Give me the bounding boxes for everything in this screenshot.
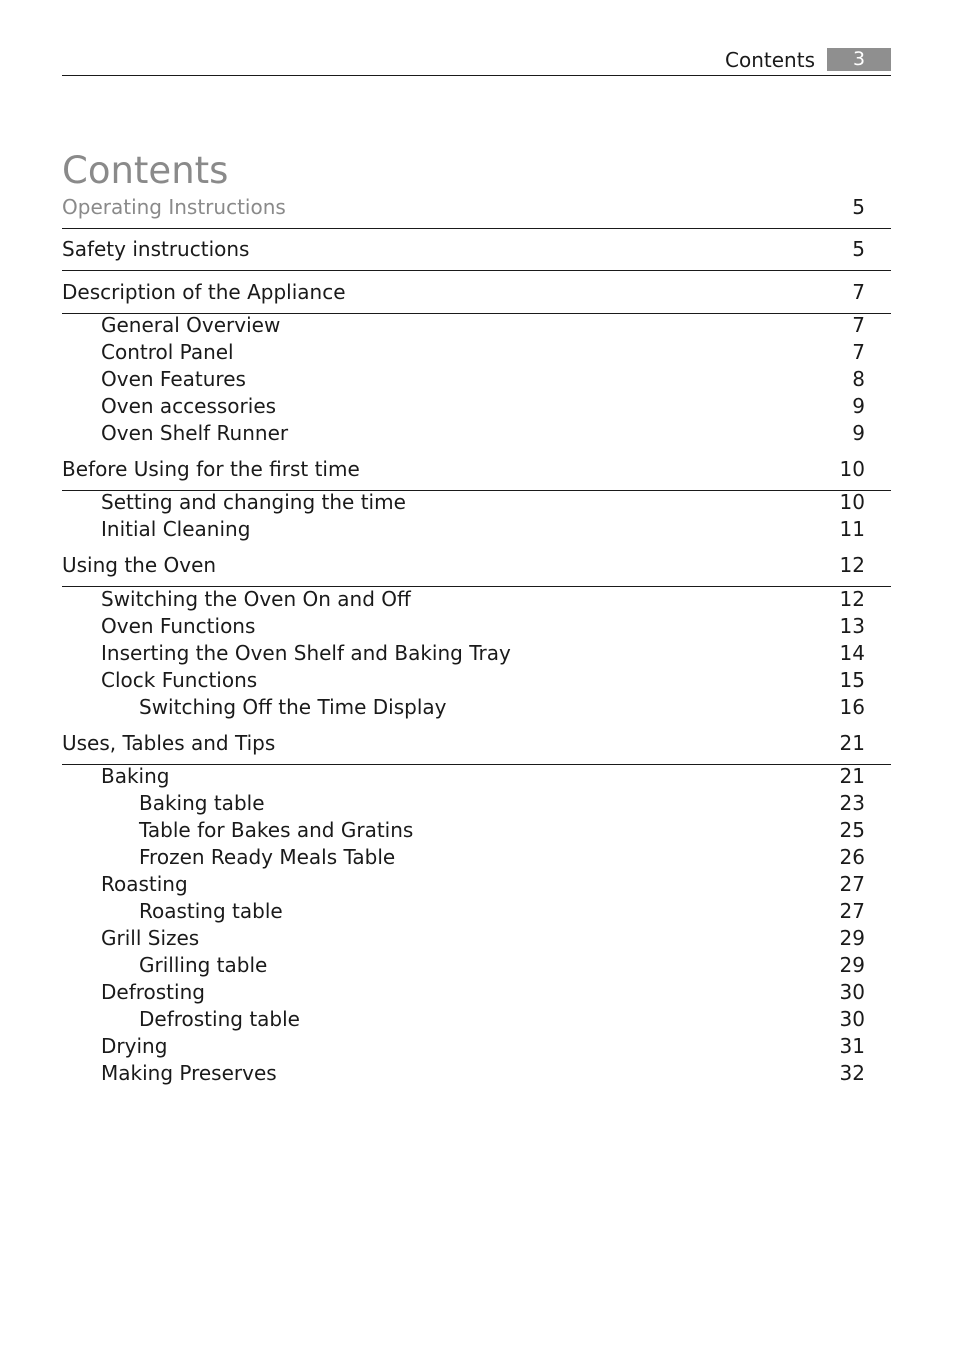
- toc-entry: [62, 979, 891, 1006]
- toc-entry-page-number: 16: [839, 695, 865, 719]
- toc-entry-page-number: 12: [839, 553, 865, 577]
- toc-entry-page-number: 30: [839, 1007, 865, 1031]
- toc-entry-label: Baking table: [139, 791, 265, 815]
- toc-entry-page-number: 21: [839, 731, 865, 755]
- toc-entry-label: Clock Functions: [101, 668, 258, 692]
- toc-entry-page-number: 8: [852, 367, 865, 391]
- toc-entry-label: Operating Instructions: [62, 195, 286, 219]
- toc-entry-page-number: 7: [852, 313, 865, 337]
- section-divider: [62, 228, 891, 229]
- toc-entry: [62, 393, 891, 420]
- toc-entry-label: Roasting table: [139, 899, 283, 923]
- toc-entry-page-number: 9: [852, 421, 865, 445]
- toc-entry-page-number: 13: [839, 614, 865, 638]
- toc-entry: [62, 640, 891, 667]
- toc-entry-label: Oven Features: [101, 367, 246, 391]
- page-title: Contents: [62, 148, 229, 192]
- toc-entry-label: Table for Bakes and Gratins: [139, 818, 414, 842]
- toc-entry: [62, 817, 891, 844]
- toc-entry: [62, 339, 891, 366]
- toc-entry-page-number: 31: [839, 1034, 865, 1058]
- toc-entry: [62, 1033, 891, 1060]
- toc-section-entry: [62, 279, 891, 309]
- toc-entry-label: Description of the Appliance: [62, 280, 346, 304]
- toc-entry-label: General Overview: [101, 313, 281, 337]
- toc-entry-page-number: 27: [839, 872, 865, 896]
- toc-entry-page-number: 23: [839, 791, 865, 815]
- toc-section-entry: [62, 236, 891, 266]
- toc-entry: [62, 489, 891, 516]
- toc-entry: [62, 871, 891, 898]
- toc-entry: [62, 694, 891, 721]
- toc-entry-label: Safety instructions: [62, 237, 250, 261]
- toc-entry: [62, 613, 891, 640]
- toc-entry-label: Before Using for the first time: [62, 457, 360, 481]
- section-divider: [62, 270, 891, 271]
- toc-entry: [62, 1060, 891, 1087]
- toc-entry-page-number: 26: [839, 845, 865, 869]
- toc-entry-page-number: 5: [852, 195, 865, 219]
- toc-entry-label: Baking: [101, 764, 170, 788]
- toc-entry: [62, 952, 891, 979]
- toc-entry-page-number: 15: [839, 668, 865, 692]
- toc-entry-page-number: 29: [839, 953, 865, 977]
- toc-entry: [62, 667, 891, 694]
- toc-section-entry: [62, 552, 891, 582]
- toc-entry-label: Switching the Oven On and Off: [101, 587, 411, 611]
- toc-entry-page-number: 5: [852, 237, 865, 261]
- toc-entry-label: Drying: [101, 1034, 168, 1058]
- toc-section-entry: [62, 730, 891, 760]
- toc-entry-label: Uses, Tables and Tips: [62, 731, 276, 755]
- toc-entry-label: Oven accessories: [101, 394, 277, 418]
- toc-entry-label: Grilling table: [139, 953, 268, 977]
- toc-entry-page-number: 32: [839, 1061, 865, 1085]
- running-header: [62, 44, 891, 76]
- toc-entry-page-number: 11: [839, 517, 865, 541]
- toc-entry: [62, 420, 891, 447]
- toc-entry-page-number: 7: [852, 340, 865, 364]
- toc-entry-page-number: 12: [839, 587, 865, 611]
- toc-section-entry: [62, 456, 891, 486]
- toc-entry-page-number: 14: [839, 641, 865, 665]
- toc-entry-page-number: 7: [852, 280, 865, 304]
- toc-entry-label: Oven Shelf Runner: [101, 421, 289, 445]
- toc-entry-page-number: 25: [839, 818, 865, 842]
- toc-entry: [62, 516, 891, 543]
- toc-entry: [62, 898, 891, 925]
- toc-section-entry: [62, 194, 891, 224]
- toc-entry-page-number: 9: [852, 394, 865, 418]
- toc-entry-label: Inserting the Oven Shelf and Baking Tray: [101, 641, 511, 665]
- toc-entry-label: Initial Cleaning: [101, 517, 251, 541]
- toc-entry: [62, 1006, 891, 1033]
- toc-entry: [62, 925, 891, 952]
- page-number-badge: 3: [827, 48, 891, 71]
- toc-entry: [62, 763, 891, 790]
- toc-entry-page-number: 10: [839, 490, 865, 514]
- running-header-title: Contents: [725, 48, 815, 72]
- toc-entry-page-number: 27: [839, 899, 865, 923]
- toc-entry-label: Setting and changing the time: [101, 490, 406, 514]
- toc-entry: [62, 586, 891, 613]
- toc-entry-page-number: 10: [839, 457, 865, 481]
- toc-entry-label: Defrosting table: [139, 1007, 300, 1031]
- toc-entry-label: Control Panel: [101, 340, 234, 364]
- toc-entry: [62, 844, 891, 871]
- toc-entry-label: Defrosting: [101, 980, 205, 1004]
- toc-entry-label: Switching Off the Time Display: [139, 695, 447, 719]
- toc-entry-label: Oven Functions: [101, 614, 256, 638]
- toc-entry-page-number: 30: [839, 980, 865, 1004]
- toc-entry-label: Grill Sizes: [101, 926, 200, 950]
- toc-entry-label: Roasting: [101, 872, 188, 896]
- toc-entry-page-number: 29: [839, 926, 865, 950]
- toc-entry-label: Using the Oven: [62, 553, 217, 577]
- toc-entry-label: Making Preserves: [101, 1061, 277, 1085]
- toc-entry-page-number: 21: [839, 764, 865, 788]
- toc-entry: [62, 312, 891, 339]
- toc-entry: [62, 366, 891, 393]
- toc-entry-label: Frozen Ready Meals Table: [139, 845, 396, 869]
- toc-entry: [62, 790, 891, 817]
